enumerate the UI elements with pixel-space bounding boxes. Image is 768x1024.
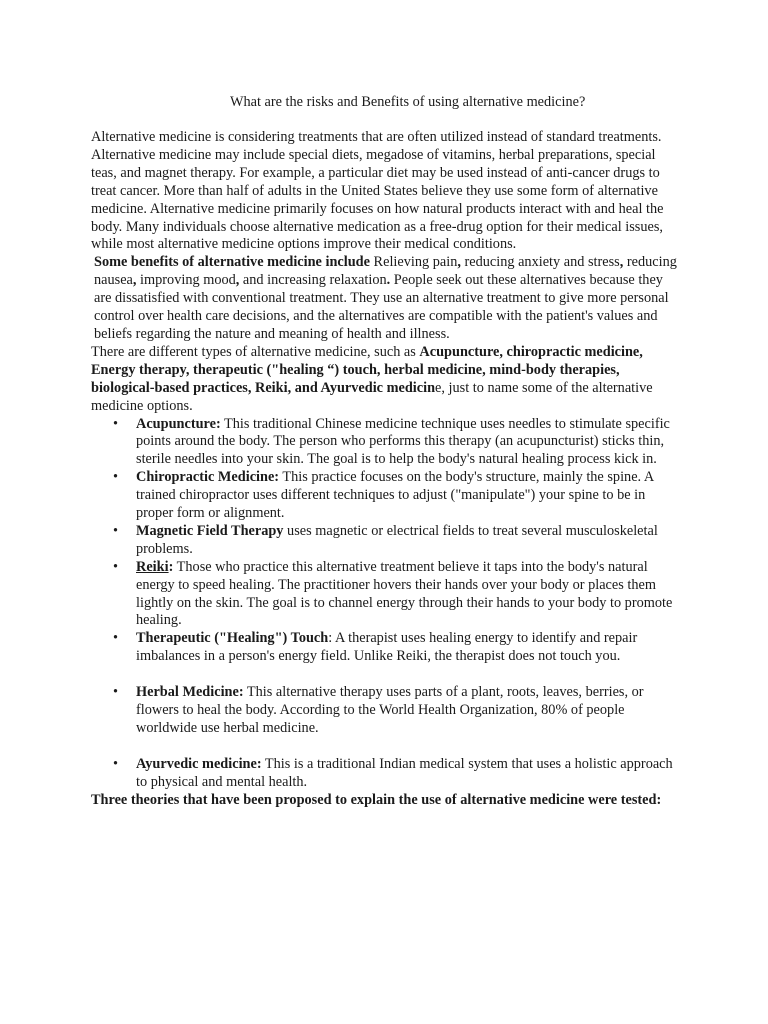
benefit-separator: .: [386, 272, 391, 289]
benefit-reducing-anxiety: reducing anxiety and stress: [460, 254, 620, 271]
list-item-text: : A therapist uses healing energy to identify and repair imbalances in a person's energy field. Unlike Reiki, the therapist does not touch you.: [136, 630, 638, 665]
list-item-reiki: [113, 558, 681, 631]
bullet-icon: •: [113, 558, 119, 575]
list-item-term-suffix: :: [168, 558, 174, 575]
bullet-icon: •: [113, 630, 119, 647]
bullet-icon: •: [113, 469, 119, 486]
list-item-therapeutic-touch: [113, 630, 681, 666]
benefits-rest-text: People seek out these alternatives because they are dissatisfied with conventional treatment. They use an alternative treatment to give more personal control over health care decisions, and the alternatives are compatible with the patient's values and beliefs regarding the nature and meaning of health and illness.: [94, 272, 669, 342]
benefit-separator: ,: [132, 272, 137, 289]
list-item-ayurvedic: [113, 755, 681, 792]
document-body: [91, 129, 681, 809]
benefit-reducing-nausea: reducing nausea: [94, 254, 677, 289]
types-paragraph: [91, 344, 681, 416]
bullet-icon: •: [113, 415, 119, 432]
list-item-acupuncture: [113, 415, 681, 470]
benefits-paragraph: [91, 254, 681, 344]
bullet-icon: •: [113, 755, 119, 772]
list-item-chiropractic: [113, 469, 681, 523]
document-title: What are the risks and Benefits of using alternative medicine?: [230, 94, 586, 110]
list-item-text: This is a traditional Indian medical system that uses a holistic approach to physical and mental health.: [136, 755, 673, 790]
benefit-separator: ,: [235, 272, 240, 289]
benefit-separator: ,: [457, 254, 461, 271]
list-item-text: This alternative therapy uses parts of a plant, roots, leaves, berries, or flowers to heal the body. According to the World Health Organization, 80% of people worldwide use herbal medicine.: [136, 684, 644, 736]
list-item-term: Magnetic Field Therapy: [136, 522, 284, 539]
benefit-relieving-pain: Relieving pain: [369, 254, 458, 271]
theories-heading-text: Three theories that have been proposed to explain the use of alternative medicine were tested:: [91, 791, 662, 808]
list-item-herbal-medicine: [113, 684, 681, 738]
intro-paragraph: Alternative medicine is considering treatments that are often utilized instead of standard treatments. Alternative medicine may include special diets, megadose of vitamins, herbal preparations, special teas, and magnet therapy. For example, a particular diet may be used instead of anti-cancer drugs to treat cancer. More than half of adults in the United States believe they use some form of alternative medicine. Alternative medicine primarily focuses on how natural products interact with and heal the body. Many individuals choose alternative medication as a free-drug option for their medical issues, while most alternative medicine options improve their medical conditions.: [91, 129, 664, 253]
list-item-text: This traditional Chinese medicine technique uses needles to stimulate specific points around the body. The person who performs this therapy (an acupuncturist) sticks thin, sterile needles into your skin. The goal is to help the body's natural healing process kick in.: [136, 415, 670, 468]
list-item-text: This practice focuses on the body's structure, mainly the spine. A trained chiropractor uses different techniques to adjust ("manipulate") your spine to be in proper form or alignment.: [136, 469, 654, 522]
reiki-link[interactable]: Reiki: [136, 558, 169, 575]
benefit-separator: ,: [619, 254, 624, 271]
list-item-term: Herbal Medicine:: [136, 684, 244, 701]
types-list-bold: Acupuncture, chiropractic medicine, Energy therapy, therapeutic ("healing “) touch, herbal medicine, mind-body therapies, biological-based practices, Reiki, and Ayurvedic medicin: [91, 343, 643, 396]
therapy-list: [91, 416, 681, 792]
list-item-term: Acupuncture:: [136, 415, 221, 432]
list-item-magnetic-field: [113, 522, 681, 559]
types-tail-text: e, just to name some of the alternative medicine options.: [91, 379, 653, 414]
list-item-term: Ayurvedic medicine:: [136, 755, 262, 772]
list-item-term: Chiropractic Medicine:: [136, 469, 280, 486]
benefits-heading: Some benefits of alternative medicine include: [94, 254, 370, 271]
theories-heading: [91, 792, 681, 810]
bullet-icon: •: [113, 522, 119, 539]
bullet-icon: •: [113, 684, 119, 701]
benefit-improving-mood: improving mood: [136, 272, 236, 289]
benefit-increasing-relaxation: and increasing relaxation: [239, 272, 387, 289]
list-item-term: Therapeutic ("Healing") Touch: [136, 630, 329, 647]
types-lead-text: There are different types of alternative medicine, such as: [91, 343, 420, 360]
list-item-text: uses magnetic or electrical fields to treat several musculoskeletal problems.: [136, 522, 658, 557]
list-item-text: Those who practice this alternative treatment believe it taps into the body's natural energy to speed healing. The practitioner hovers their hands over your body or places them lightly on the skin. The goal is to channel energy through their hands to your body to promote healing.: [136, 558, 673, 629]
